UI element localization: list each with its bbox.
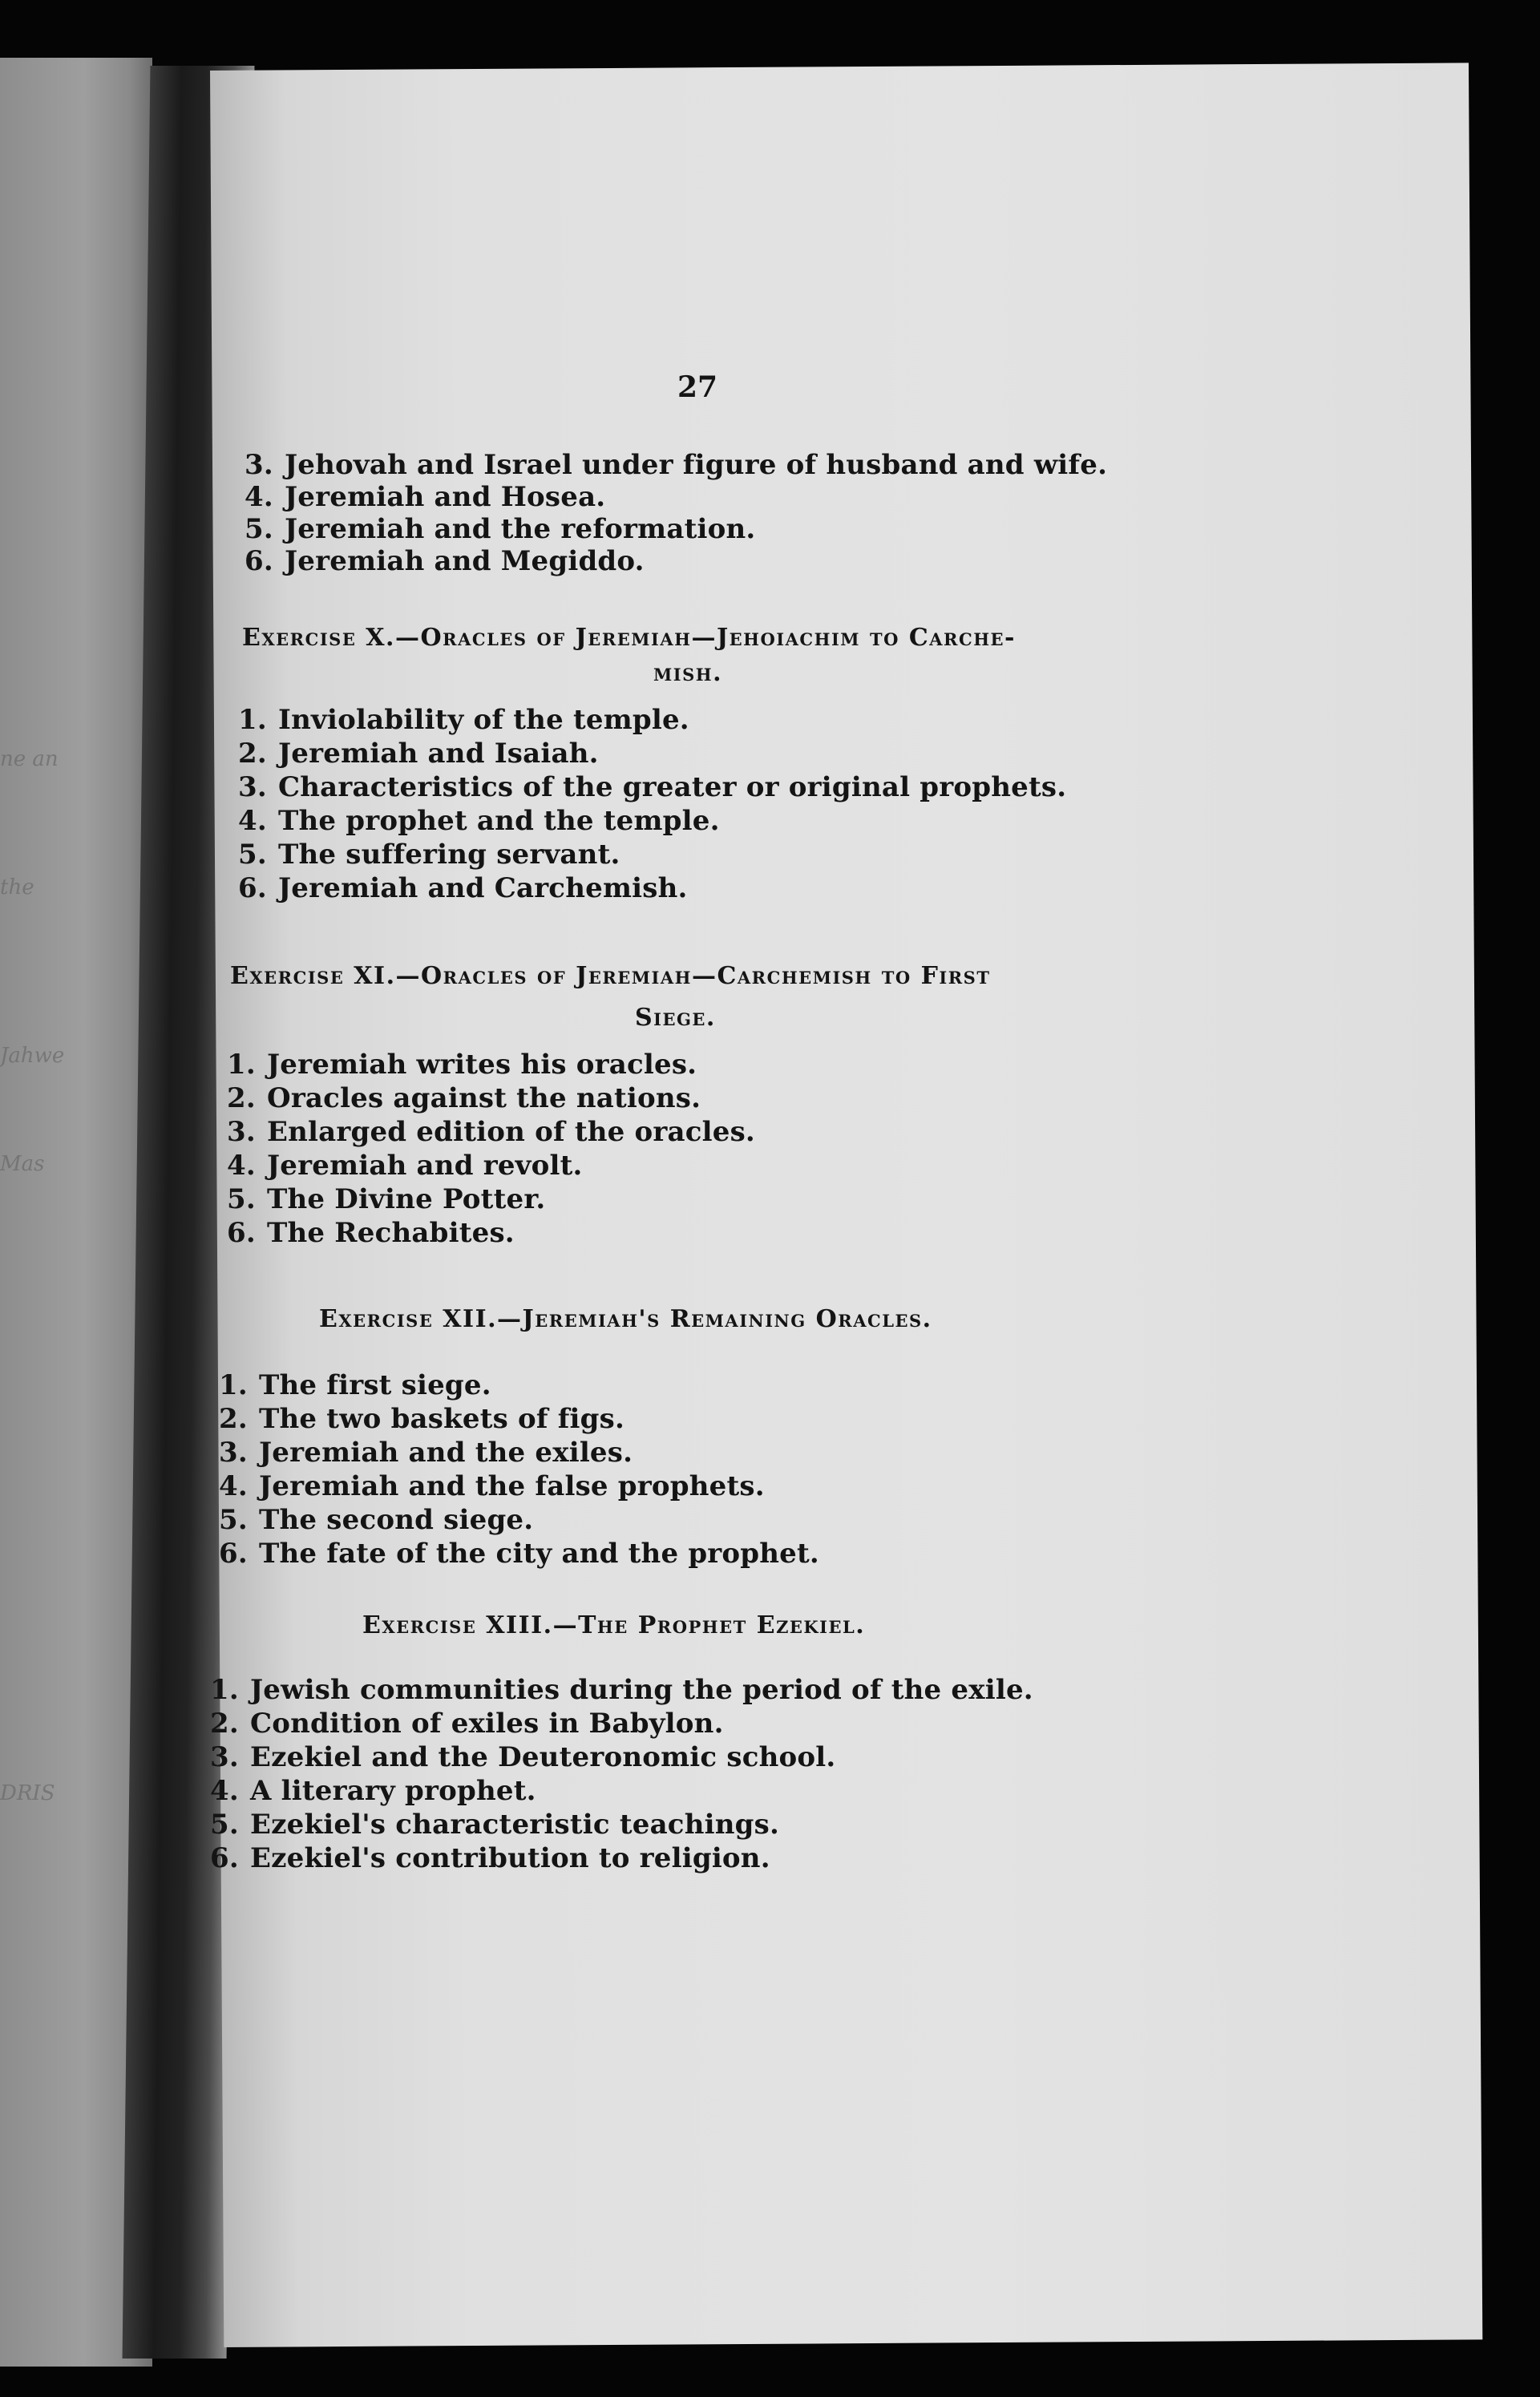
list-item: 4. Jeremiah and revolt. [227, 1150, 583, 1182]
list-item: 6. The fate of the city and the prophet. [219, 1538, 819, 1570]
list-item: 5. Jeremiah and the reformation. [245, 513, 756, 545]
list-item: 3. Jehovah and Israel under figure of husband and wife. [245, 449, 1108, 481]
list-item: 6. Jeremiah and Carchemish. [238, 872, 688, 904]
list-item: 5. The suffering servant. [238, 839, 620, 871]
exercise-heading: Exercise XII.—Jeremiah's Remaining Oracles. [319, 1305, 932, 1333]
exercise-heading: Exercise X.—Oracles of Jeremiah—Jehoiachim to Carche- [242, 624, 1016, 652]
exercise-heading: Exercise XI.—Oracles of Jeremiah—Carchemish to First [230, 962, 991, 990]
list-item: 4. Jeremiah and the false prophets. [219, 1470, 765, 1502]
list-item: 2. Jeremiah and Isaiah. [238, 738, 599, 770]
page-number: 27 [677, 370, 718, 404]
list-item: 6. Jeremiah and Megiddo. [245, 545, 645, 577]
left-page-fragment: DRIS [0, 1781, 55, 1805]
left-page-fragment: the [0, 875, 34, 899]
list-item: 4. A literary prophet. [210, 1775, 536, 1807]
exercise-heading: Exercise XIII.—The Prophet Ezekiel. [362, 1611, 866, 1639]
list-item: 2. The two baskets of figs. [219, 1403, 625, 1435]
list-item: 3. Characteristics of the greater or original prophets. [238, 771, 1067, 803]
list-item: 5. The second siege. [219, 1504, 534, 1536]
left-page-fragment: ne an [0, 747, 59, 771]
list-item: 1. Jewish communities during the period of the exile. [210, 1674, 1033, 1706]
list-item: 3. Ezekiel and the Deuteronomic school. [210, 1741, 836, 1773]
list-item: 1. Jeremiah writes his oracles. [227, 1049, 697, 1081]
list-item: 6. Ezekiel's contribution to religion. [210, 1842, 770, 1874]
list-item: 1. The first siege. [219, 1369, 491, 1401]
list-item: 3. Jeremiah and the exiles. [219, 1437, 633, 1469]
list-item: 1. Inviolability of the temple. [238, 704, 689, 736]
list-item: 2. Oracles against the nations. [227, 1082, 701, 1114]
exercise-heading-continuation: Siege. [635, 1004, 716, 1032]
left-page-fragment: Mas [0, 1152, 45, 1176]
left-page-fragment: Jahwe [0, 1044, 65, 1068]
exercise-heading-continuation: mish. [653, 659, 723, 687]
list-item: 3. Enlarged edition of the oracles. [227, 1116, 755, 1148]
list-item: 4. The prophet and the temple. [238, 805, 720, 837]
list-item: 6. The Rechabites. [227, 1217, 515, 1249]
list-item: 4. Jeremiah and Hosea. [245, 481, 606, 513]
list-item: 5. The Divine Potter. [227, 1183, 546, 1215]
list-item: 5. Ezekiel's characteristic teachings. [210, 1809, 780, 1841]
list-item: 2. Condition of exiles in Babylon. [210, 1708, 724, 1740]
